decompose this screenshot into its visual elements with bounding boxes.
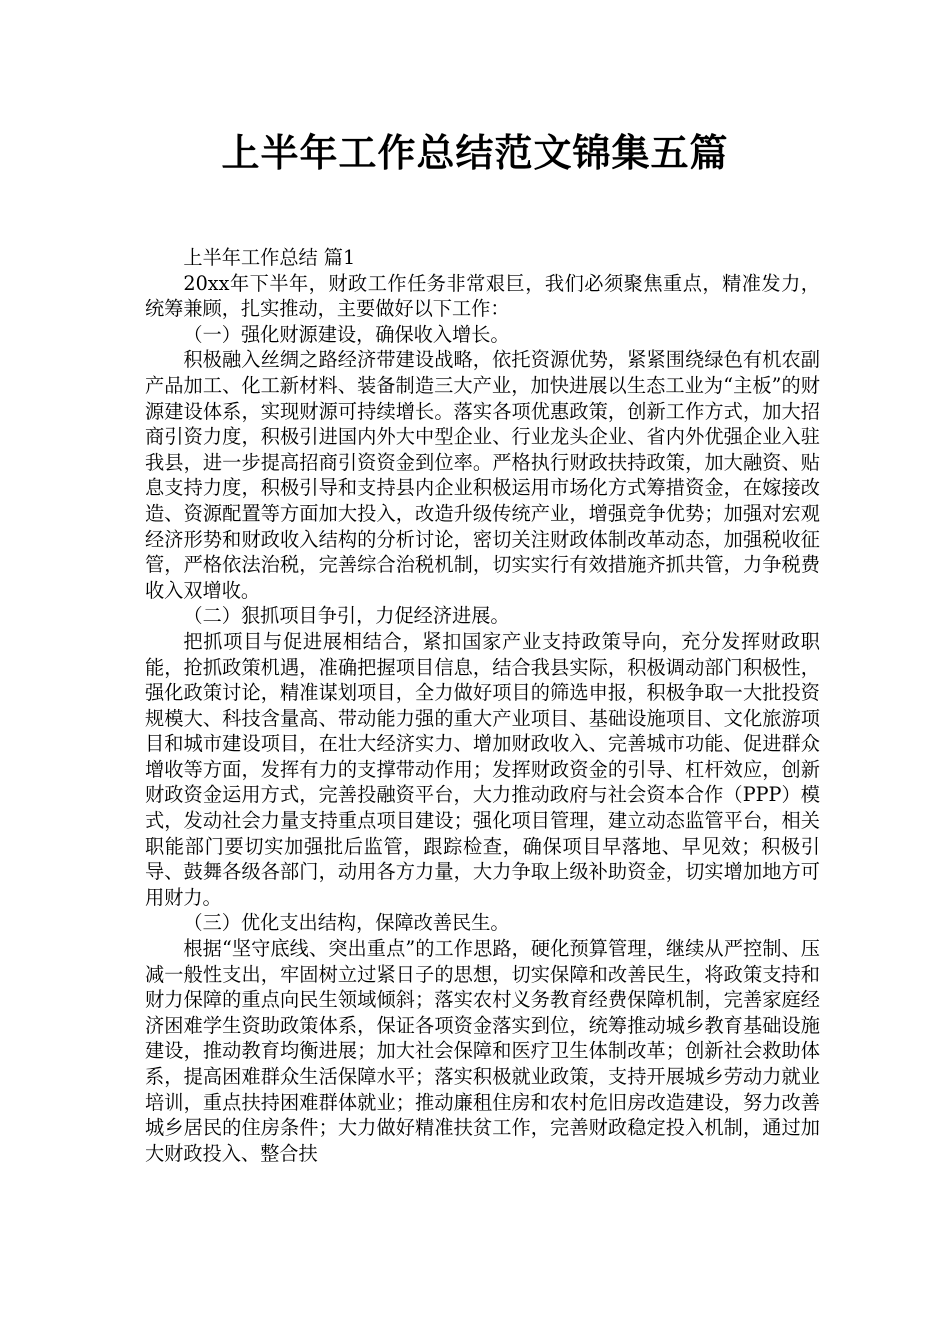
paragraph: 积极融入丝绸之路经济带建设战略，依托资源优势，紧紧围绕绿色有机农副产品加工、化工新材料、装备制造三大产业，加快进展以生态工业为“主板”的财源建设体系，实现财源可持续增长。落实各项优惠政策，创新工作方式，加大招商引资力度，积极引进国内外大中型企业、行业龙头企业、省内外优强企业入驻我县，进一步提高招商引资资金到位率。严格执行财政扶持政策，加大融资、贴息支持力度，积极引导和支持县内企业积极运用市场化方式筹措资金，在嫁接改造、资源配置等方面加大投入，改造升级传统产业，增强竞争优势；加强对宏观经济形势和财政收入结构的分析讨论，密切关注财政体制改革动态，加强税收征管，严格依法治税，完善综合治税机制，切实实行有效措施齐抓共管，力争税费收入双增收。 — [145, 348, 820, 602]
subheading: （二）狠抓项目争引，力促经济进展。 — [183, 604, 510, 628]
subheading: （一）强化财源建设，确保收入增长。 — [183, 322, 510, 346]
document-title: 上半年工作总结范文锦集五篇 — [221, 131, 729, 175]
subheading: （三）优化支出结构，保障改善民生。 — [183, 911, 510, 935]
paragraph: 20xx年下半年，财政工作任务非常艰巨，我们必须聚焦重点，精准发力，统筹兼顾，扎实推动，主要做好以下工作： — [145, 271, 820, 321]
paragraph: 把抓项目与促进展相结合，紧扣国家产业支持政策导向，充分发挥财政职能，抢抓政策机遇，准确把握项目信息，结合我县实际，积极调动部门积极性，强化政策讨论，精准谋划项目，全力做好项目的筛选申报，积极争取一大批投资规模大、科技含量高、带动能力强的重大产业项目、基础设施项目、文化旅游项目和城市建设项目，在壮大经济实力、增加财政收入、完善城市功能、促进群众增收等方面，发挥有力的支撑带动作用；发挥财政资金的引导、杠杆效应，创新财政资金运用方式，完善投融资平台，大力推动政府与社会资本合作（PPP）模式，发动社会力量支持重点项目建设；强化项目管理，建立动态监管平台，相关职能部门要切实加强批后监管，跟踪检查，确保项目早落地、早见效；积极引导、鼓舞各级各部门，动用各方力量，大力争取上级补助资金，切实增加地方可用财力。 — [145, 629, 820, 909]
section-heading: 上半年工作总结 篇1 — [183, 246, 356, 269]
document-body — [145, 245, 820, 1166]
paragraph: 根据“坚守底线、突出重点”的工作思路，硬化预算管理，继续从严控制、压减一般性支出，牢固树立过紧日子的思想，切实保障和改善民生，将政策支持和财力保障的重点向民生领域倾斜；落实农村义务教育经费保障机制，完善家庭经济困难学生资助政策体系，保证各项资金落实到位，统筹推动城乡教育基础设施建设，推动教育均衡进展；加大社会保障和医疗卫生体制改革；创新社会救助体系，提高困难群众生活保障水平；落实积极就业政策，支持开展城乡劳动力就业培训，重点扶持困难群体就业；推动廉租住房和农村危旧房改造建设，努力改善城乡居民的住房条件；大力做好精准扶贫工作，完善财政稳定投入机制，通过加大财政投入、整合扶 — [145, 937, 820, 1165]
